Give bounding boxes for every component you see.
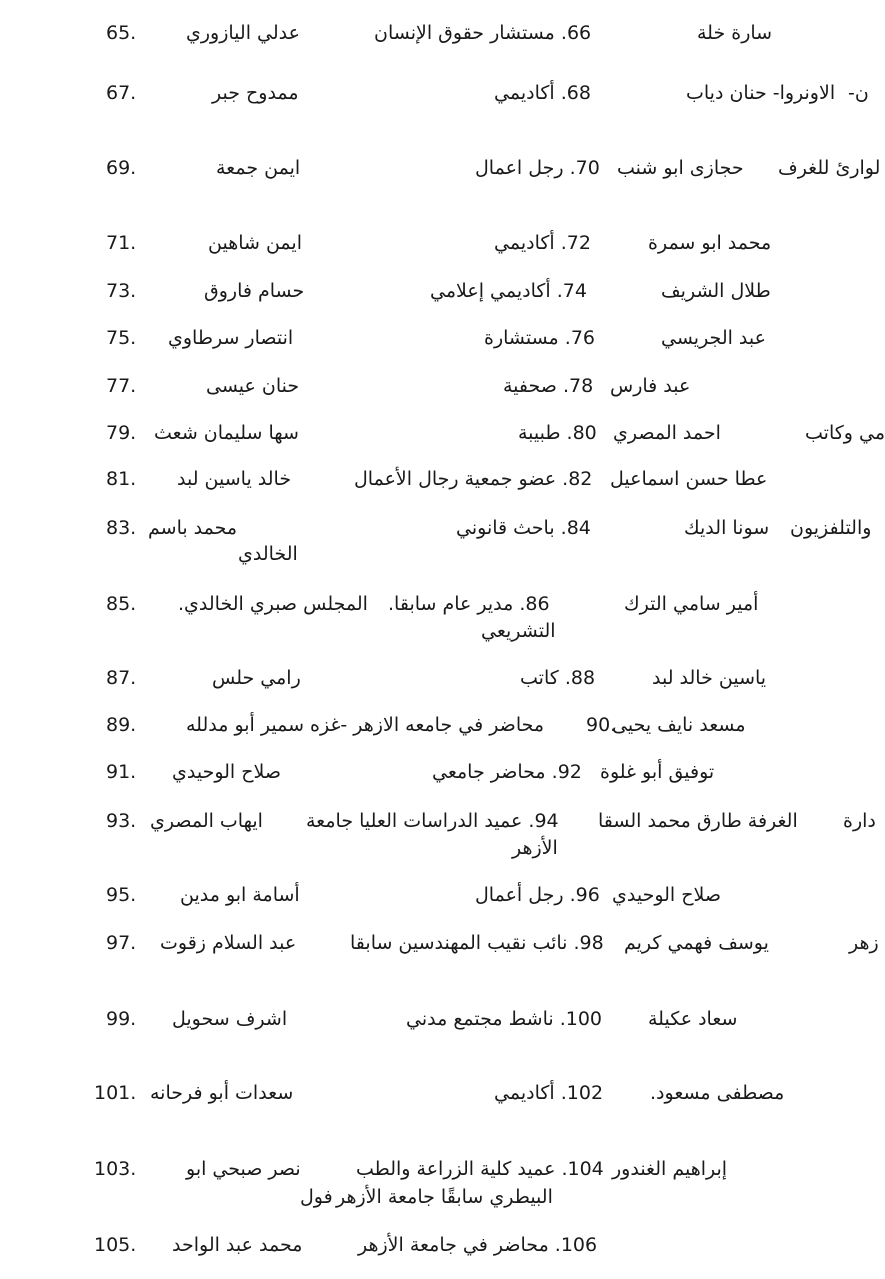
entry-number: 73. bbox=[106, 280, 137, 302]
person-name: ايمن جمعة bbox=[216, 157, 301, 179]
entry-number: 69. bbox=[106, 157, 137, 179]
person-name: حجازى ابو شنب bbox=[617, 157, 744, 179]
entry-number: 89. bbox=[106, 714, 137, 736]
person-title: 84. باحث قانوني bbox=[456, 517, 591, 539]
person-name: صلاح الوحيدي bbox=[612, 884, 721, 906]
person-name: إبراهيم الغندور bbox=[612, 1158, 728, 1180]
person-title: 94. عميد الدراسات العليا جامعة bbox=[306, 810, 559, 832]
person-title: 102. أكاديمي bbox=[494, 1082, 604, 1104]
person-title: 96. رجل أعمال bbox=[475, 884, 600, 906]
person-title: 106. محاضر في جامعة الأزهر bbox=[358, 1234, 598, 1256]
person-name: توفيق أبو غلوة bbox=[600, 761, 715, 783]
entry-number: 83. bbox=[106, 517, 137, 539]
person-title: 88. كاتب bbox=[520, 667, 596, 689]
entry-number: 85. bbox=[106, 593, 137, 615]
person-name: مسعد نايف يحيى bbox=[612, 714, 746, 736]
person-name: صلاح الوحيدي bbox=[172, 761, 281, 783]
person-name: محمد عبد الواحد bbox=[172, 1234, 303, 1256]
person-name: نصر صبحي ابو bbox=[186, 1158, 301, 1180]
person-name: سها سليمان شعث bbox=[154, 422, 299, 444]
entry-number: 79. bbox=[106, 422, 137, 444]
cut-off-text: زهر bbox=[849, 932, 879, 954]
person-name: محمد باسم bbox=[148, 517, 238, 539]
person-name: عبد فارس bbox=[610, 375, 691, 397]
person-name: عبد السلام زقوت bbox=[160, 932, 297, 954]
person-name: يوسف فهمي كريم bbox=[624, 932, 769, 954]
entry-number: 91. bbox=[106, 761, 137, 783]
person-name: أسامة ابو مدين bbox=[180, 884, 300, 906]
entry-number: 97. bbox=[106, 932, 137, 954]
person-title-line2: البيطري سابقًا جامعة الأزهر bbox=[336, 1186, 553, 1208]
person-name: ياسين خالد لبد bbox=[652, 667, 767, 689]
person-name: سونا الديك bbox=[684, 517, 770, 539]
person-title: 70. رجل اعمال bbox=[475, 157, 600, 179]
person-title: 66. مستشار حقوق الإنسان bbox=[374, 22, 592, 44]
person-name: محاضر في جامعه الازهر -غزه سمير أبو مدلله bbox=[186, 714, 545, 736]
person-name: عدلي اليازوري bbox=[186, 22, 300, 44]
entry-number: 71. bbox=[106, 232, 137, 254]
person-title: 76. مستشارة bbox=[484, 327, 595, 349]
person-name: رامي حلس bbox=[212, 667, 301, 689]
person-name: سارة خلة bbox=[697, 22, 773, 44]
entry-number: 77. bbox=[106, 375, 137, 397]
cut-off-text: والتلفزيون bbox=[790, 517, 872, 539]
person-name-line2: الخالدي bbox=[238, 543, 298, 565]
person-name: عطا حسن اسماعيل bbox=[610, 468, 768, 490]
person-name: طلال الشريف bbox=[661, 280, 771, 302]
entry-number: 103. bbox=[94, 1158, 137, 1180]
person-name: خالد ياسين لبد bbox=[177, 468, 292, 490]
entry-number: 105. bbox=[94, 1234, 137, 1256]
cut-off-text: ن- bbox=[848, 82, 869, 104]
entry-number: 101. bbox=[94, 1082, 137, 1104]
entry-number: 67. bbox=[106, 82, 137, 104]
entry-number: 90. bbox=[586, 714, 617, 736]
person-title: 92. محاضر جامعي bbox=[432, 761, 582, 783]
person-title: 74. أكاديمي إعلامي bbox=[430, 280, 587, 302]
entry-number: 81. bbox=[106, 468, 137, 490]
person-name: ايمن شاهين bbox=[208, 232, 302, 254]
person-name: الغرفة طارق محمد السقا bbox=[598, 810, 798, 832]
person-name: المجلس صبري الخالدي. bbox=[178, 593, 368, 615]
person-name: سعدات أبو فرحانه bbox=[150, 1082, 294, 1104]
person-name: احمد المصري bbox=[613, 422, 721, 444]
entry-number: 95. bbox=[106, 884, 137, 906]
person-title: 78. صحفية bbox=[503, 375, 594, 397]
person-name: حنان عيسى bbox=[206, 375, 300, 397]
person-title: 100. ناشط مجتمع مدني bbox=[406, 1008, 603, 1030]
cut-off-text: مي وكاتب bbox=[805, 422, 885, 444]
person-name: عبد الجريسي bbox=[661, 327, 766, 349]
person-name: أمير سامي الترك bbox=[624, 593, 759, 615]
person-title-line2: الأزهر bbox=[512, 837, 558, 859]
entry-number: 87. bbox=[106, 667, 137, 689]
entry-number: 65. bbox=[106, 22, 137, 44]
cut-off-text: لوارئ للغرف bbox=[778, 157, 881, 179]
person-title: 72. أكاديمي bbox=[494, 232, 591, 254]
person-title: 68. أكاديمي bbox=[494, 82, 591, 104]
person-title: 98. نائب نقيب المهندسين سابقا bbox=[350, 932, 604, 954]
person-name: سعاد عكيلة bbox=[648, 1008, 738, 1030]
person-name: اشرف سحويل bbox=[172, 1008, 288, 1030]
entry-number: 75. bbox=[106, 327, 137, 349]
person-title: 86. مدير عام سابقا. bbox=[388, 593, 550, 615]
person-name: محمد ابو سمرة bbox=[648, 232, 772, 254]
person-name: انتصار سرطاوي bbox=[168, 327, 294, 349]
person-name-line2: فول bbox=[300, 1186, 333, 1208]
person-title: 104. عميد كلية الزراعة والطب bbox=[356, 1158, 604, 1180]
person-name: مصطفى مسعود. bbox=[650, 1082, 785, 1104]
cut-off-text: دارة bbox=[843, 810, 876, 832]
person-name: ممدوح جبر bbox=[212, 82, 299, 104]
person-title: 80. طبيبة bbox=[518, 422, 597, 444]
person-name: الاونروا- حنان دياب bbox=[686, 82, 836, 104]
entry-number: 99. bbox=[106, 1008, 137, 1030]
person-name: ايهاب المصري bbox=[150, 810, 263, 832]
entry-number: 93. bbox=[106, 810, 137, 832]
person-title: 82. عضو جمعية رجال الأعمال bbox=[354, 468, 593, 490]
person-name: حسام فاروق bbox=[204, 280, 305, 302]
person-title-line2: التشريعي bbox=[481, 620, 556, 642]
